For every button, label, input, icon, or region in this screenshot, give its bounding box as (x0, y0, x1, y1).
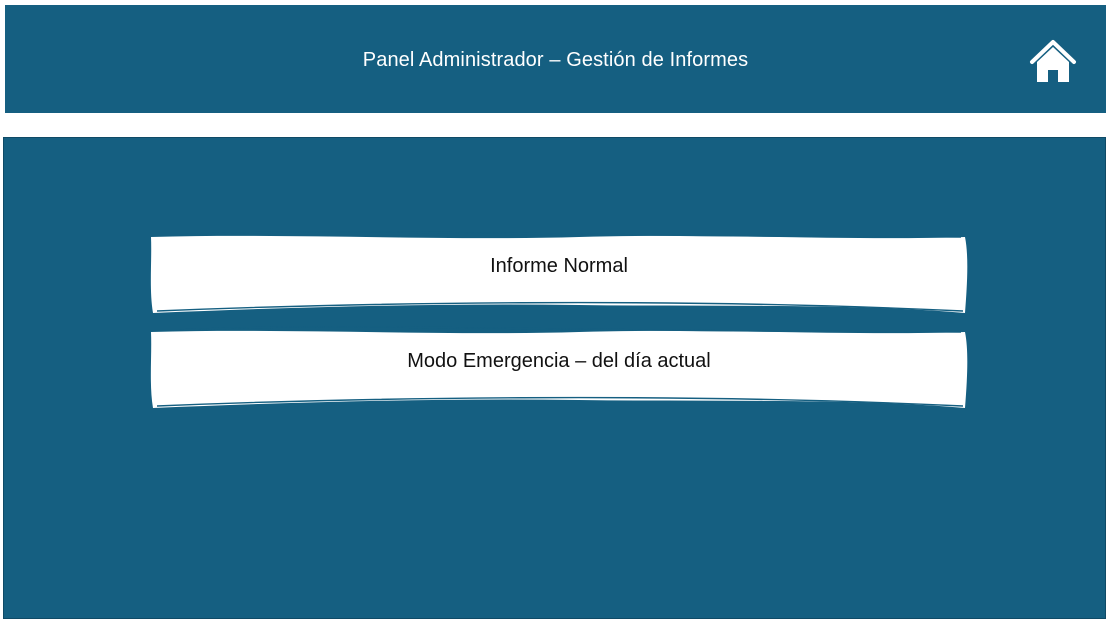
header-bar (5, 5, 1106, 113)
modo-emergencia-button[interactable] (149, 322, 969, 408)
home-button[interactable] (1028, 38, 1078, 86)
main-panel (3, 137, 1106, 619)
option-label: Modo Emergencia – del día actual (407, 350, 711, 372)
page-title: Panel Administrador – Gestión de Informes (362, 49, 749, 71)
home-icon (1028, 38, 1078, 86)
informe-normal-button[interactable] (149, 227, 969, 313)
option-label: Informe Normal (490, 255, 628, 277)
